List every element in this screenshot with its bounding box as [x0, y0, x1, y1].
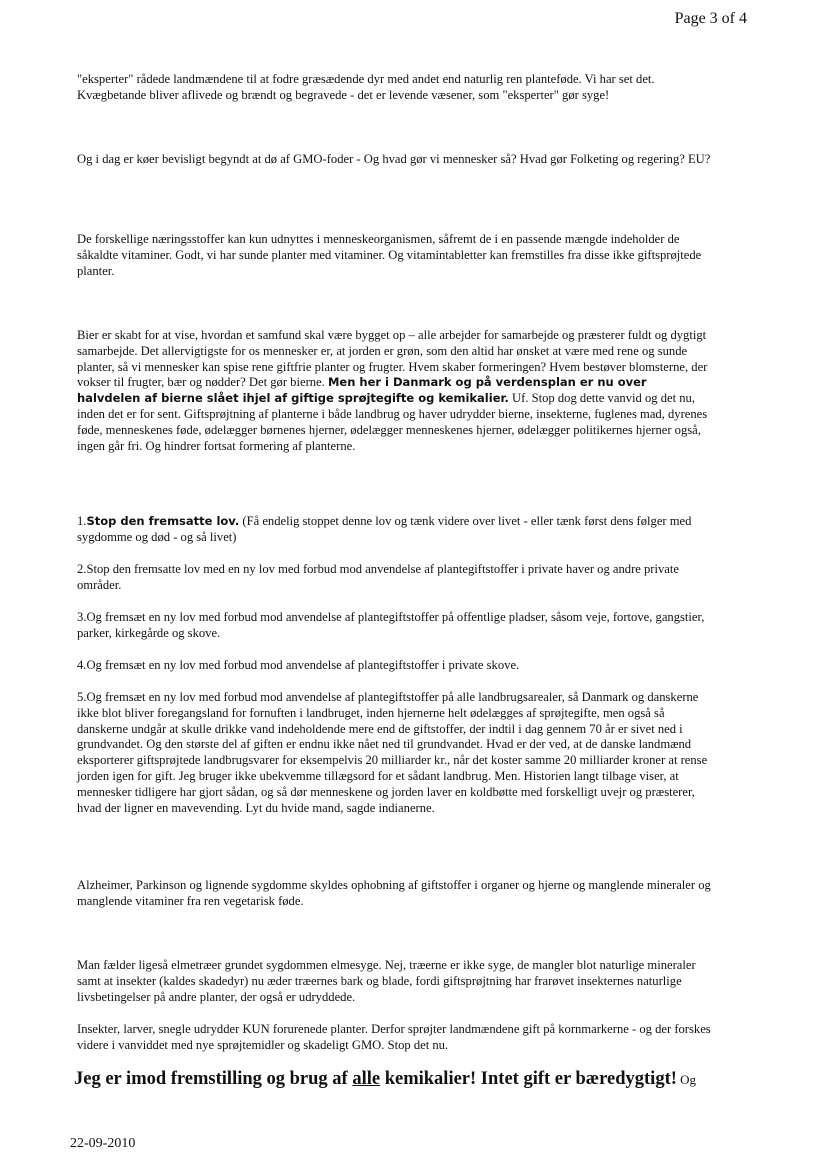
paragraph-experts: "eksperter" rådede landmændene til at fodre græsædende dyr med andet end naturlig ren planteføde. Vi har set det. Kvægbetande bliver aflivede og brændt og begravede - det er levende væsener, som "eksperter" gør syge!: [77, 72, 655, 102]
paragraph-bees: [77, 328, 712, 454]
paragraph-vitamins: De forskellige næringsstoffer kan kun udnyttes i menneskeorganismen, såfremt de i en passende mængde indeholder de såkaldte vitaminer. Godt, vi har sunde planter med vitaminer. Og vitamintabletter kan fremstilles fra disse ikke giftsprøjtede planter.: [77, 232, 702, 278]
paragraph-insects: Insekter, larver, snegle udrydder KUN forurenede planter. Derfor sprøjter landmændene gift på kornmarkerne - og der forskes videre i vanviddet med nye sprøjtemidler og skadeligt GMO. Stop det nu.: [77, 1022, 711, 1052]
closing-statement: [74, 1068, 734, 1091]
bees-text-1: Bier er skabt for at vise, hvordan et samfund skal være bygget op – alle arbejder for samarbejde og præsterer fuldt og dygtigt samarbejde. Det allervigtigste for os mennesker er, at jorden er grøn, som den altid har ønsket at være med rene og sunde planter, så vi mennesker kan spise rene giftfrie planter og frugter. Hvem skaber formeringen? Hvem bestøver blomsterne, der vokser til frugter, bær og nødder? Det gør bierne.: [77, 328, 708, 390]
paragraph-alzheimer: Alzheimer, Parkinson og lignende sygdomme skyldes ophobning af giftstoffer i organer og hjerne og manglende mineraler og manglende vitaminer fra ren vegetarisk føde.: [77, 878, 711, 908]
list-item-1-text: (Få endelig stoppet denne lov og tænk videre over livet - eller tænk først dens følger med sygdomme og død - og så livet): [77, 514, 692, 544]
bees-bold-statement: Men her i Danmark og på verdensplan er nu over halvdelen af bierne slået ihjel af giftige sprøjtegifte og kemikalier.: [77, 375, 647, 406]
closing-tail: Og: [676, 1072, 697, 1087]
list-item-1: [77, 514, 712, 546]
bees-text-2: Uf. Stop dog dette vanvid og det nu, inden det er for sent. Giftsprøjtning af planterne i både landbrug og haver udrydder bierne, insekterne, fuglenes mad, dyrenes føde, menneskenes føde, ødelægger børnenes hjerner, ødelægger menneskenes hjerner, ødelægger politikernes hjerner også, ingen går fri. Og hindrer fortsat formering af planterne.: [77, 391, 708, 453]
page-number: Page 3 of 4: [674, 10, 747, 27]
list-item-1-number: 1.: [77, 514, 87, 528]
closing-underlined: alle: [352, 1069, 381, 1089]
closing-text-1: Jeg er imod fremstilling og brug af: [74, 1069, 353, 1089]
closing-text-2: kemikalier! Intet gift er bæredygtigt!: [380, 1069, 677, 1089]
list-item-5: 5.Og fremsæt en ny lov med forbud mod anvendelse af plantegiftstoffer på alle landbrugsarealer, så Danmark og danskerne ikke blot bliver foregangsland for fornuften i landbruget, inden hjernerne helt ødelægges af sprøjtegifte, men også så danskerne undgår at skulle drikke vand indeholdende mere end de giftstoffer, der indtil i dag gennem 70 år er sivet ned i grundvandet. Og den største del af giften er endnu ikke nået ned til grundvandet. Hvad er der ved, at de danske landmænd eksporterer giftsprøjtede landbrugsvarer for eksempelvis 20 milliarder kr., når det koster samme 20 milliarder kroner at rense jorden igen for gift. Jeg bruger ikke ubekvemme tillægsord for et sådant landbrug. Men. Historien langt tilbage viser, at mennesker tidligere har gjort sådan, og så dør menneskene og jorden laver en koldbøtte med forskelligt uvejr og præsterer, hvad der ligner en mavevending. Lyt du hvide mand, sagde indianerne.: [77, 690, 708, 815]
paragraph-gmo-feed: Og i dag er køer bevisligt begyndt at dø af GMO-foder - Og hvad gør vi mennesker så? Hvad gør Folketing og regering? EU?: [77, 152, 711, 166]
list-item-2: 2.Stop den fremsatte lov med en ny lov med forbud mod anvendelse af plantegiftstoffer i private haver og andre private områder.: [77, 562, 679, 592]
footer-date: 22-09-2010: [70, 1136, 136, 1151]
list-item-4: 4.Og fremsæt en ny lov med forbud mod anvendelse af plantegiftstoffer i private skove.: [77, 658, 520, 672]
list-item-3: 3.Og fremsæt en ny lov med forbud mod anvendelse af plantegiftstoffer på offentlige pladser, såsom veje, fortove, gangstier, parker, kirkegårde og skove.: [77, 610, 705, 640]
list-item-1-bold: Stop den fremsatte lov.: [86, 514, 240, 528]
paragraph-elm-trees: Man fælder ligeså elmetræer grundet sygdommen elmesyge. Nej, træerne er ikke syge, de mangler blot naturlige mineraler samt at insekter (kaldes skadedyr) nu æder træernes bark og blade, fordi giftsprøjtning har frarøvet insekternes naturlige livsbetingelser på andre planter, der også er udryddede.: [77, 958, 696, 1004]
